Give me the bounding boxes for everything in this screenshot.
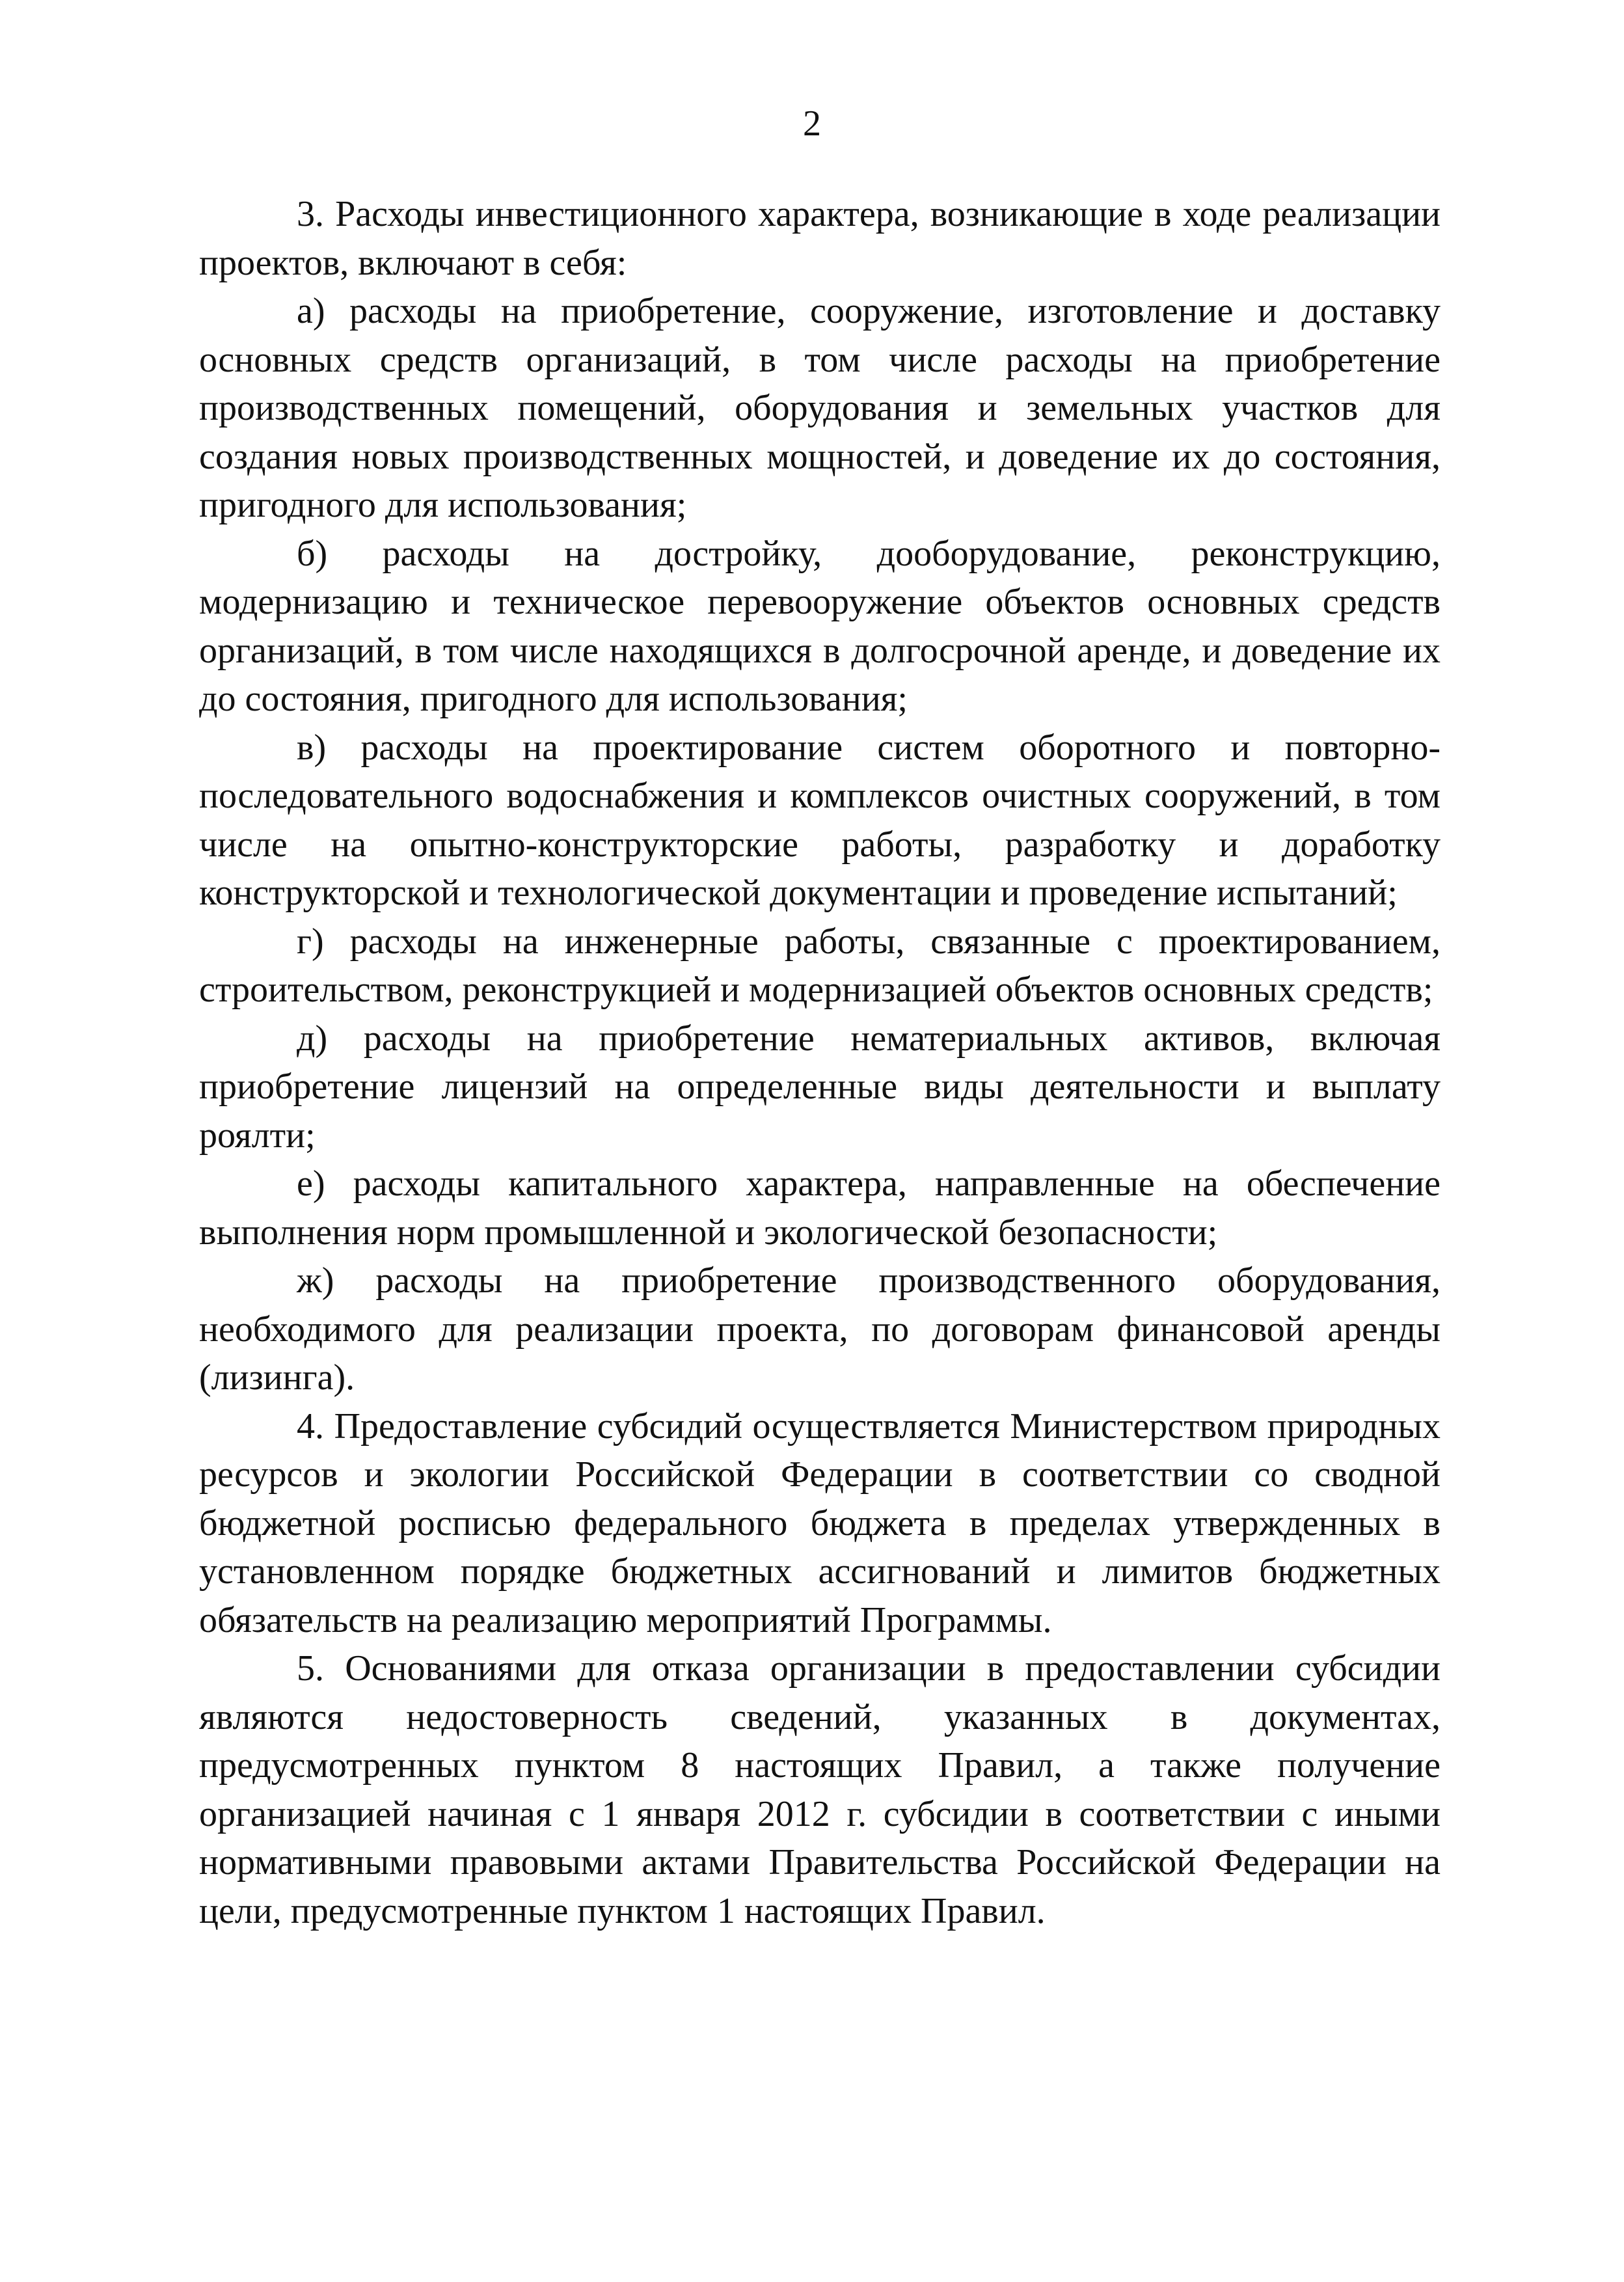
paragraph-3zh: ж) расходы на приобретение производственного оборудования, необходимого для реализации проекта, по договорам финансовой аренды (лизинга). bbox=[199, 1260, 1441, 1398]
paragraph-3: 3. Расходы инвестиционного характера, возникающие в ходе реализации проектов, включают в себя: bbox=[199, 194, 1441, 283]
paragraph-3a: а) расходы на приобретение, сооружение, изготовление и доставку основных средств организаций, в том числе расходы на приобретение производственных помещений, оборудования и земельных участков для создания новых производственных мощностей, и доведение их до состояния, пригодного для использования; bbox=[199, 291, 1441, 525]
paragraph-3v: в) расходы на проектирование систем оборотного и повторно-последовательного водоснабжения и комплексов очистных сооружений, в том числе на опытно-конструкторские работы, разработку и доработку конструкторской и технологической документации и проведение испытаний; bbox=[199, 727, 1441, 913]
paragraph-3b: б) расходы на достройку, дооборудование, реконструкцию, модернизацию и техническое перевооружение объектов основных средств организаций, в том числе находящихся в долгосрочной аренде, и доведение их до состояния, пригодного для использования; bbox=[199, 533, 1441, 719]
paragraph-3d: д) расходы на приобретение нематериальных активов, включая приобретение лицензий на определенные виды деятельности и выплату роялти; bbox=[199, 1018, 1441, 1156]
document-body bbox=[199, 190, 1441, 1935]
paragraph-4: 4. Предоставление субсидий осуществляется Министерством природных ресурсов и экологии Российской Федерации в соответствии со сводной бюджетной росписью федерального бюджета в пределах утвержденных в установленном порядке бюджетных ассигнований и лимитов бюджетных обязательств на реализацию мероприятий Программы. bbox=[199, 1406, 1441, 1640]
paragraph-3g: г) расходы на инженерные работы, связанные с проектированием, строительством, реконструкцией и модернизацией объектов основных средств; bbox=[199, 921, 1441, 1010]
page-number: 2 bbox=[803, 103, 821, 144]
paragraph-3e: е) расходы капитального характера, направленные на обеспечение выполнения норм промышленной и экологической безопасности; bbox=[199, 1163, 1441, 1253]
paragraph-5: 5. Основаниями для отказа организации в предоставлении субсидии являются недостоверность сведений, указанных в документах, предусмотренных пунктом 8 настоящих Правил, а также получение организацией начиная с 1 января 2012 г. субсидии в соответствии с иными нормативными правовыми актами Правительства Российской Федерации на цели, предусмотренные пунктом 1 настоящих Правил. bbox=[199, 1648, 1441, 1931]
